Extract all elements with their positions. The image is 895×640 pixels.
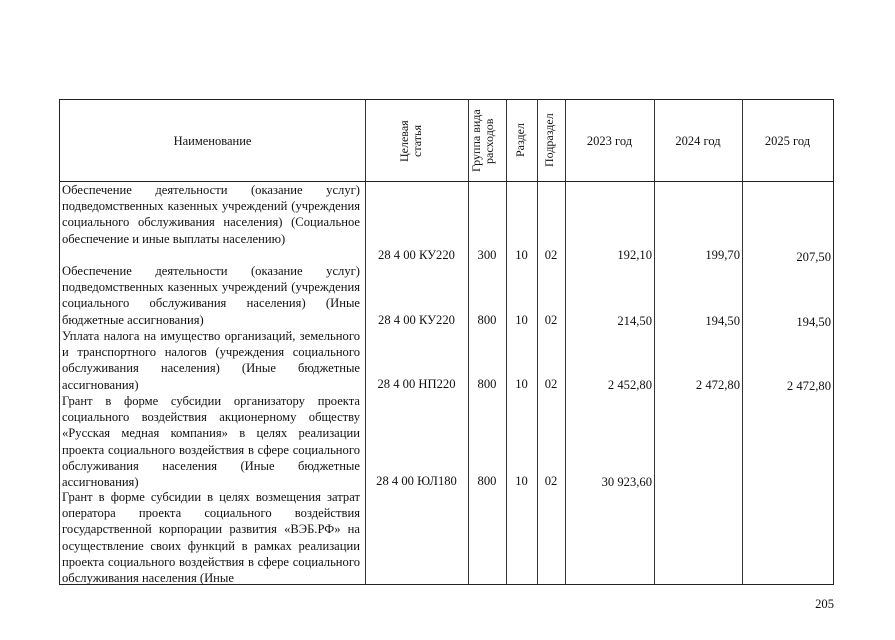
header-name: Наименование [173,134,252,148]
row-group: 300 [477,248,497,262]
row-group: 800 [477,474,497,488]
header-2025: 2025 год [764,134,811,148]
row-2025: 2 472,80 [786,379,831,393]
row-section: 10 [515,377,528,391]
row-subsection: 02 [544,248,558,262]
col-divider [468,100,469,584]
col-divider [742,100,743,584]
header-expense-group: Группа вида расходов [469,109,496,173]
page-number: 205 [815,597,834,611]
row-subsection: 02 [544,474,558,488]
row-article: 28 4 00 КУ220 [378,313,455,327]
row-section: 10 [515,313,528,327]
col-divider [365,100,366,584]
row-article: 28 4 00 НП220 [377,377,456,391]
header-2024: 2024 год [675,134,721,148]
col-divider [565,100,566,584]
col-divider [654,100,655,584]
row-2023: 214,50 [617,314,652,328]
row-group: 800 [477,377,497,391]
row-section: 10 [515,474,528,488]
row-name: Обеспечение деятельности (оказание услуг) подведомственных казенных учреждений (учреждения социального обслуживания населения) (Социальное обеспечение и иные выплаты населению) [62,183,360,246]
row-2023: 2 452,80 [607,378,652,392]
row-2025: 207,50 [796,250,831,264]
row-subsection: 02 [544,313,558,327]
row-article: 28 4 00 ЮЛ180 [376,474,457,488]
col-divider [506,100,507,584]
header-subsection: Подраздел [542,113,556,167]
row-subsection: 02 [544,377,558,391]
row-2024: 199,70 [705,248,740,262]
row-article: 28 4 00 КУ220 [378,248,455,262]
header-2023: 2023 год [586,134,633,148]
budget-table [59,99,834,585]
row-2025: 194,50 [796,315,831,329]
row-name: Обеспечение деятельности (оказание услуг) подведомственных казенных учреждений (учреждения социального обслуживания населения) (Иные бюджетные ассигнования) [62,264,360,327]
row-group: 800 [477,313,497,327]
header-target-article: Целевая статья [397,120,424,162]
header-section: Раздел [513,123,527,157]
col-divider [537,100,538,584]
row-name: Грант в форме субсидии в целях возмещения затрат оператора проекта социального воздействия государственной корпорации развития «ВЭБ.РФ» на осуществление своих функций в рамках реализации проекта социального воздействия в сфере социального обслуживания населения (Иные [62,490,360,586]
row-2023: 30 923,60 [601,475,652,489]
row-2023: 192,10 [617,248,652,262]
row-name: Грант в форме субсидии организатору проекта социального воздействия акционерному обществу «Русская медная компания» в целях реализации проекта социального воздействия в сфере социального обслуживания населения (Иные бюджетные ассигнования) [62,394,360,490]
row-2024: 2 472,80 [695,378,740,392]
row-name: Уплата налога на имущество организаций, земельного и транспортного налогов (учреждения социального обслуживания населения) (Иные бюджетные ассигнования) [62,329,360,392]
row-section: 10 [515,248,528,262]
row-2024: 194,50 [705,314,740,328]
